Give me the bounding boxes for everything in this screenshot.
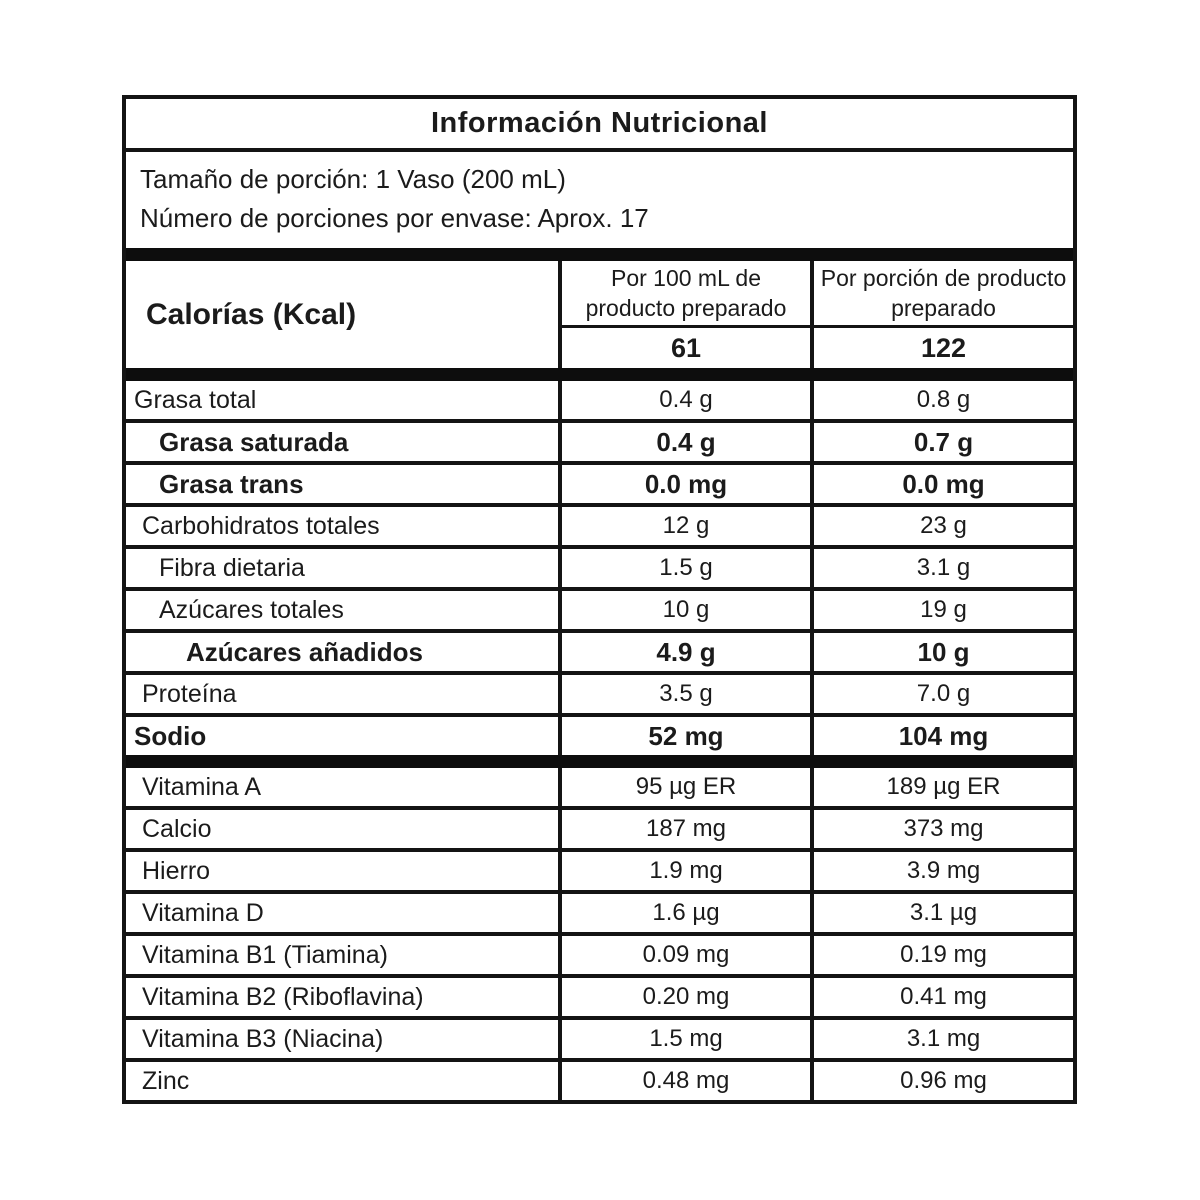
servings-per-container-line: Número de porciones por envase: Aprox. 17	[140, 203, 649, 233]
value-per-100ml: 12 g	[562, 507, 814, 545]
calories-label: Calorías (Kcal)	[126, 261, 562, 368]
nutrient-label: Hierro	[126, 852, 562, 890]
table-row	[126, 713, 1073, 755]
value-per-100ml: 0.0 mg	[562, 465, 814, 503]
table-row	[126, 545, 1073, 587]
value-per-portion: 19 g	[920, 596, 967, 623]
table-row	[126, 629, 1073, 671]
nutrient-label: Vitamina B1 (Tiamina)	[126, 936, 562, 974]
value-per-portion: 3.9 mg	[906, 857, 981, 884]
value-per-100ml: 187 mg	[562, 810, 814, 848]
per-100ml-header: Por 100 mL de producto preparado	[562, 261, 810, 328]
calories-per-portion-value: 122	[920, 332, 967, 363]
nutrient-label: Vitamina A	[126, 768, 562, 806]
macronutrient-rows	[126, 381, 1073, 755]
column-per-100ml	[562, 261, 814, 368]
nutrient-label: Sodio	[126, 717, 562, 755]
table-row	[126, 381, 1073, 419]
table-row	[126, 671, 1073, 713]
per-portion-header: Por porción de producto preparado	[814, 261, 1073, 328]
value-per-100ml: 1.5 mg	[562, 1020, 814, 1058]
nutrient-label: Grasa saturada	[126, 423, 562, 461]
nutrient-label: Zinc	[126, 1062, 562, 1100]
value-per-portion: 10 g	[917, 636, 970, 667]
table-row	[126, 768, 1073, 806]
value-per-100ml: 0.4 g	[562, 381, 814, 419]
value-per-100ml: 0.4 g	[562, 423, 814, 461]
value-per-100ml: 0.48 mg	[562, 1062, 814, 1100]
calories-header-section	[126, 261, 1073, 368]
value-per-portion: 0.19 mg	[900, 941, 987, 968]
calories-per-100ml-value: 61	[670, 332, 702, 363]
section-divider	[126, 368, 1073, 381]
table-row	[126, 503, 1073, 545]
value-per-100ml: 3.5 g	[562, 675, 814, 713]
table-row	[126, 587, 1073, 629]
nutrient-label: Azúcares añadidos	[126, 633, 562, 671]
value-per-portion: 104 mg	[898, 720, 989, 751]
nutrient-label: Calcio	[126, 810, 562, 848]
table-row	[126, 974, 1073, 1016]
value-per-portion: 0.0 mg	[902, 468, 985, 499]
value-per-100ml: 95 µg ER	[562, 768, 814, 806]
value-per-100ml: 1.6 µg	[562, 894, 814, 932]
value-per-portion: 0.96 mg	[900, 1067, 987, 1094]
table-row	[126, 848, 1073, 890]
section-divider	[126, 248, 1073, 261]
value-per-portion: 0.7 g	[913, 426, 974, 457]
nutrient-label: Proteína	[126, 675, 562, 713]
nutrition-facts-label	[122, 95, 1077, 1104]
table-row	[126, 461, 1073, 503]
value-per-100ml: 0.20 mg	[562, 978, 814, 1016]
nutrient-label: Vitamina B3 (Niacina)	[126, 1020, 562, 1058]
table-row	[126, 806, 1073, 848]
value-per-portion: 23 g	[920, 512, 967, 539]
value-per-portion: 373 mg	[903, 815, 984, 842]
value-per-100ml: 1.5 g	[562, 549, 814, 587]
value-per-portion: 0.41 mg	[900, 983, 987, 1010]
value-per-portion: 3.1 g	[916, 554, 971, 581]
value-per-portion: 3.1 µg	[909, 899, 978, 926]
value-per-portion: 189 µg ER	[886, 773, 1001, 800]
value-per-100ml: 0.09 mg	[562, 936, 814, 974]
micronutrient-rows	[126, 768, 1073, 1100]
nutrient-label: Carbohidratos totales	[126, 507, 562, 545]
value-per-100ml: 1.9 mg	[562, 852, 814, 890]
table-row	[126, 890, 1073, 932]
value-per-100ml: 52 mg	[562, 717, 814, 755]
table-row	[126, 419, 1073, 461]
nutrient-label: Azúcares totales	[126, 591, 562, 629]
column-per-portion	[814, 261, 1073, 368]
value-per-portion: 7.0 g	[916, 680, 971, 707]
serving-info	[126, 152, 1073, 248]
nutrient-label: Fibra dietaria	[126, 549, 562, 587]
section-divider	[126, 755, 1073, 768]
label-title: Información Nutricional	[126, 99, 1073, 152]
value-per-portion: 0.8 g	[916, 386, 971, 413]
value-per-portion: 3.1 mg	[906, 1025, 981, 1052]
value-per-100ml: 4.9 g	[562, 633, 814, 671]
nutrient-label: Vitamina D	[126, 894, 562, 932]
nutrient-label: Grasa total	[126, 381, 562, 419]
nutrient-label: Vitamina B2 (Riboflavina)	[126, 978, 562, 1016]
table-row	[126, 1016, 1073, 1058]
table-row	[126, 932, 1073, 974]
serving-size-line: Tamaño de porción: 1 Vaso (200 mL)	[140, 164, 566, 194]
value-per-100ml: 10 g	[562, 591, 814, 629]
table-row	[126, 1058, 1073, 1100]
nutrient-label: Grasa trans	[126, 465, 562, 503]
